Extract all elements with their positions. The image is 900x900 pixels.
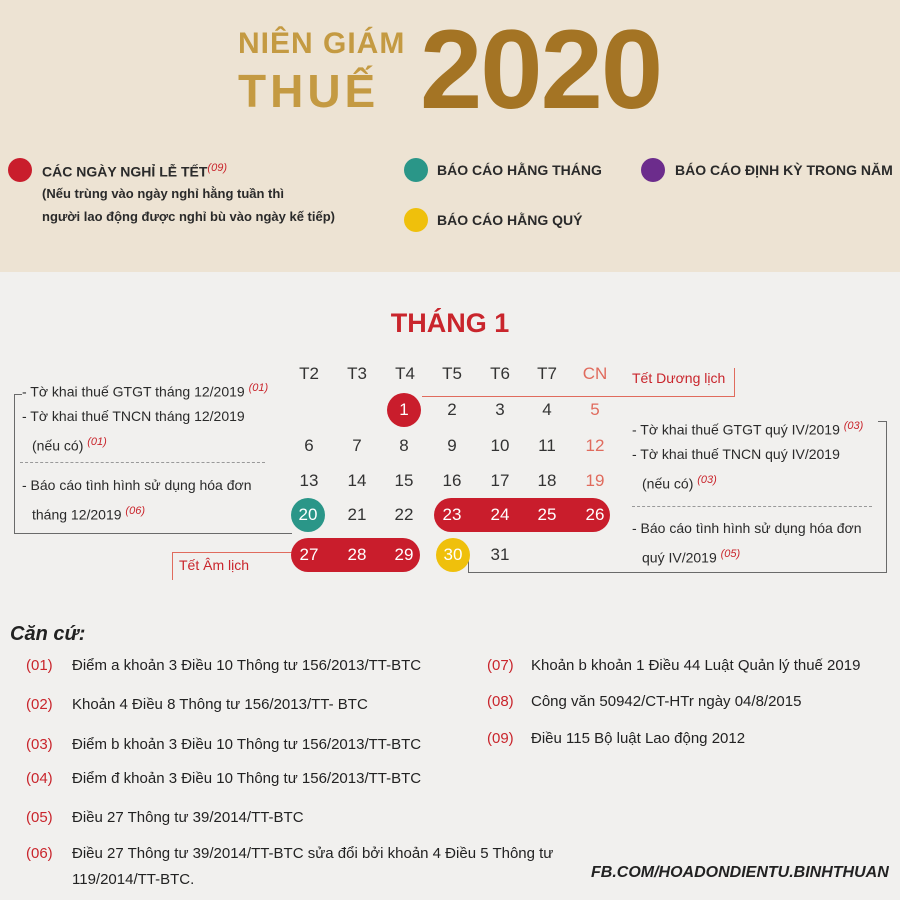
ref-num-04: (04) xyxy=(26,770,53,787)
day-8: 8 xyxy=(399,436,409,455)
right-note-gtgt: - Tờ khai thuế GTGT quý IV/2019 $^{(03)}$ xyxy=(632,420,864,438)
title-year: 2020 xyxy=(420,7,662,132)
title-line2: THUẾ xyxy=(238,65,380,117)
day-18: 18 xyxy=(537,471,557,490)
left-bracket-bottom xyxy=(14,533,292,534)
weekday-t5: T5 xyxy=(442,364,462,383)
footer-facebook-link[interactable]: FB.COM/HOADONDIENTU.BINHTHUAN xyxy=(591,864,889,881)
monthly-dot-icon xyxy=(404,158,428,182)
day-28: 28 xyxy=(347,545,367,564)
day-5: 5 xyxy=(590,400,600,419)
legend-quarterly: BÁO CÁO HẰNG QUÝ xyxy=(437,212,583,228)
day-30: 30 xyxy=(443,545,463,564)
legend-holiday: CÁC NGÀY NGHỈ LỄ TẾT$^{(09)}$ xyxy=(42,162,227,180)
tet-duong-connector-v xyxy=(734,368,735,397)
ref-num-07: (07) xyxy=(487,657,514,674)
weekday-t3: T3 xyxy=(347,364,367,383)
day-24: 24 xyxy=(490,505,510,524)
day-6: 6 xyxy=(304,436,314,455)
day-4: 4 xyxy=(542,400,552,419)
weekday-cn: CN xyxy=(582,364,608,383)
day-19: 19 xyxy=(585,471,605,490)
day-2: 2 xyxy=(447,400,457,419)
day-31: 31 xyxy=(490,545,510,564)
header-banner xyxy=(0,0,900,272)
day-29: 29 xyxy=(394,545,414,564)
day-17: 17 xyxy=(490,471,510,490)
tet-duong-lich-label: Tết Dương lịch xyxy=(632,370,726,386)
day-10: 10 xyxy=(490,436,510,455)
day-3: 3 xyxy=(495,400,505,419)
day-16: 16 xyxy=(442,471,462,490)
weekday-t6: T6 xyxy=(490,364,510,383)
left-note-invoice: - Báo cáo tình hình sử dụng hóa đơn tháng 12/2019 $^{(06)}$ xyxy=(22,477,252,523)
tet-am-connector xyxy=(172,552,292,553)
right-divider xyxy=(632,506,872,507)
ref-text-01: Điểm a khoản 3 Điều 10 Thông tư 156/2013/TT-BTC xyxy=(72,657,422,674)
right-bracket xyxy=(886,421,887,573)
day-23: 23 xyxy=(442,505,462,524)
day-12: 12 xyxy=(585,436,605,455)
day-15: 15 xyxy=(394,471,414,490)
ref-text-07: Khoản b khoản 1 Điều 44 Luật Quản lý thuế 2019 xyxy=(531,657,861,674)
holiday-dot-icon xyxy=(8,158,32,182)
ref-text-09: Điều 115 Bộ luật Lao động 2012 xyxy=(531,730,746,747)
ref-text-03: Điểm b khoản 3 Điều 10 Thông tư 156/2013/TT-BTC xyxy=(72,736,422,753)
weekday-t7: T7 xyxy=(537,364,557,383)
references-heading: Căn cứ: xyxy=(10,623,86,645)
legend-holiday-note: (Nếu trùng vào ngày nghỉ hằng tuần thì người lao động được nghỉ bù vào ngày kế tiếp) xyxy=(42,186,335,224)
day-22: 22 xyxy=(394,505,414,524)
right-bracket-top xyxy=(878,421,887,422)
tet-am-lich-label: Tết Âm lịch xyxy=(179,557,250,573)
left-bracket xyxy=(14,394,15,534)
ref-num-02: (02) xyxy=(26,696,53,713)
title-line1: NIÊN GIÁM xyxy=(238,27,406,60)
legend-periodic: BÁO CÁO ĐỊNH KỲ TRONG NĂM xyxy=(675,162,893,178)
ref-num-03: (03) xyxy=(26,736,53,753)
ref-num-09: (09) xyxy=(487,730,514,747)
right-note-invoice: - Báo cáo tình hình sử dụng hóa đơn quý IV/2019 $^{(05)}$ xyxy=(632,520,862,566)
ref-num-05: (05) xyxy=(26,809,53,826)
day-25: 25 xyxy=(537,505,557,524)
ref-num-01: (01) xyxy=(26,657,53,674)
right-note-tncn: - Tờ khai thuế TNCN quý IV/2019 (nếu có) $^{(03)}$ xyxy=(632,446,840,492)
left-divider xyxy=(20,462,265,463)
quarterly-dot-icon xyxy=(404,208,428,232)
ref-num-08: (08) xyxy=(487,693,514,710)
periodic-dot-icon xyxy=(641,158,665,182)
ref-text-06: Điều 27 Thông tư 39/2014/TT-BTC sửa đổi bởi khoản 4 Điều 5 Thông tư xyxy=(72,845,554,862)
day-20: 20 xyxy=(298,505,318,524)
day-9: 9 xyxy=(447,436,457,455)
tet-am-connector-v xyxy=(172,552,173,580)
ref-text-06-cont: 119/2014/TT-BTC. xyxy=(72,871,195,888)
day-11: 11 xyxy=(538,436,556,455)
day-26: 26 xyxy=(585,505,605,524)
left-note-tncn: - Tờ khai thuế TNCN tháng 12/2019 (nếu có) $^{(01)}$ xyxy=(22,408,245,454)
ref-text-08: Công văn 50942/CT-HTr ngày 04/8/2015 xyxy=(531,693,802,710)
left-bracket-top xyxy=(14,394,22,395)
legend-monthly: BÁO CÁO HẰNG THÁNG xyxy=(437,162,602,178)
month-title: THÁNG 1 xyxy=(390,308,510,338)
day-21: 21 xyxy=(347,505,367,524)
weekday-t4: T4 xyxy=(395,364,415,383)
day-13: 13 xyxy=(299,471,319,490)
day-27: 27 xyxy=(299,545,319,564)
day-7: 7 xyxy=(352,436,362,455)
day-1: 1 xyxy=(399,400,409,419)
right-bracket-bottom xyxy=(468,572,887,573)
weekday-t2: T2 xyxy=(299,364,319,383)
left-note-gtgt: - Tờ khai thuế GTGT tháng 12/2019 $^{(01)}$ xyxy=(22,382,269,400)
day-14: 14 xyxy=(347,471,367,490)
tet-duong-connector xyxy=(422,396,734,397)
ref-text-05: Điều 27 Thông tư 39/2014/TT-BTC xyxy=(72,809,304,826)
ref-text-04: Điểm đ khoản 3 Điều 10 Thông tư 156/2013/TT-BTC xyxy=(72,770,422,787)
ref-num-06: (06) xyxy=(26,845,53,862)
ref-text-02: Khoản 4 Điều 8 Thông tư 156/2013/TT- BTC xyxy=(72,696,368,713)
